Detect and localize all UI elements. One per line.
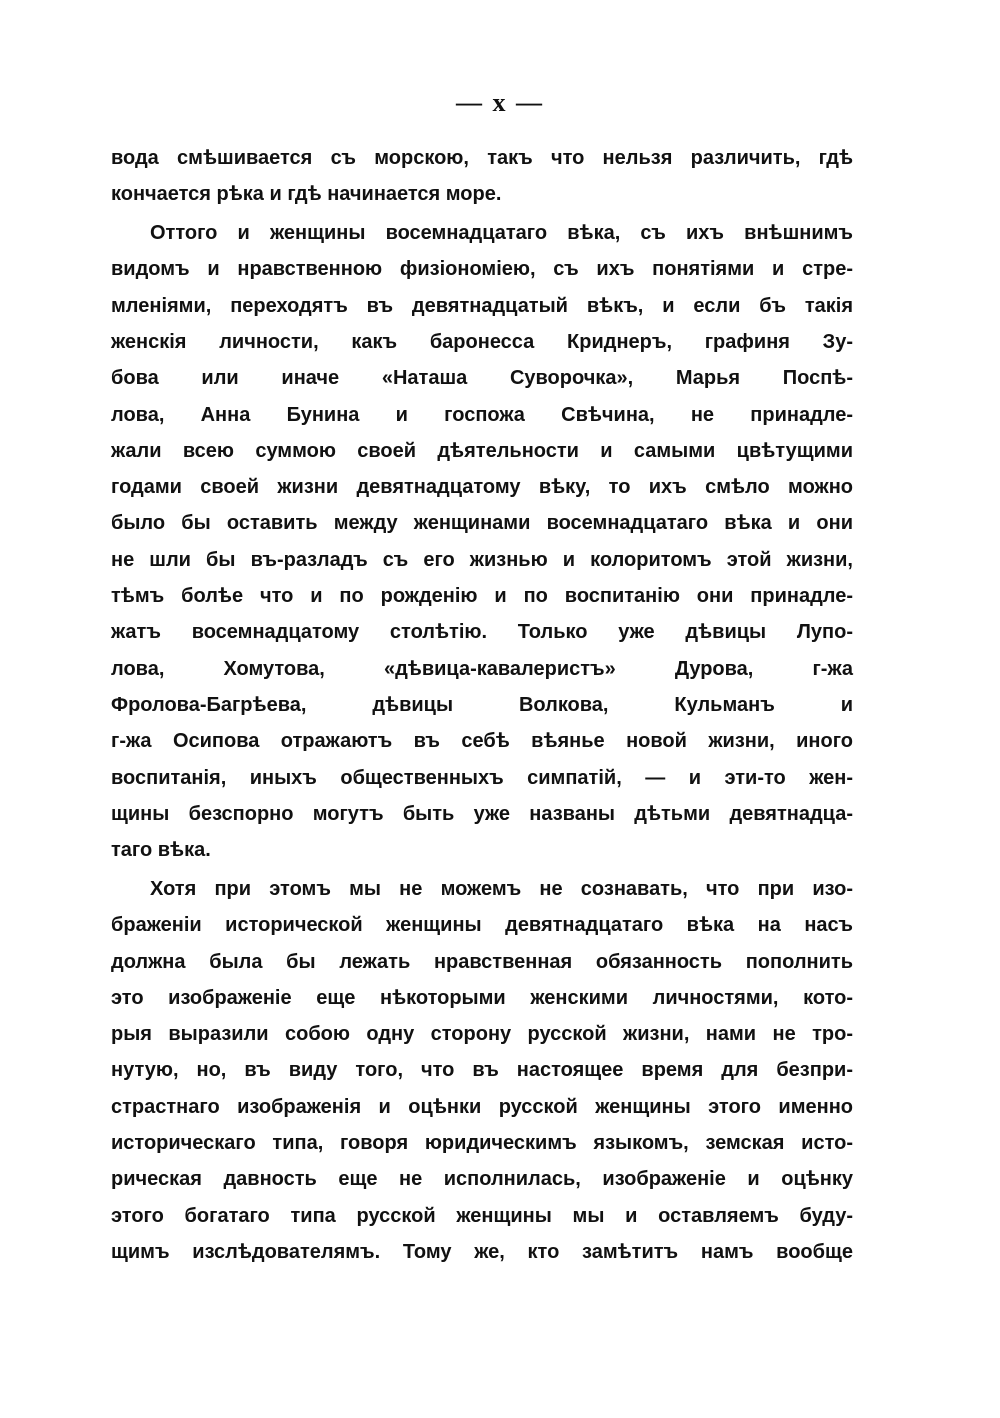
text-line: браженіи исторической женщины девятнадцатаго вѣка на насъ bbox=[111, 914, 853, 937]
text-line: лова, Хомутова, «дѣвица-кавалеристъ» Дурова, г-жа bbox=[111, 657, 853, 680]
text-line: было бы оставить между женщинами восемнадцатаго вѣка и они bbox=[111, 512, 853, 535]
text-line: Оттого и женщины восемнадцатаго вѣка, съ ихъ внѣшнимъ bbox=[150, 222, 853, 245]
text-line: рическая давность еще не исполнилась, изображеніе и оцѣнку bbox=[111, 1168, 853, 1191]
text-line: рыя выразили собою одну сторону русской жизни, нами не тро- bbox=[111, 1023, 853, 1046]
text-line: годами своей жизни девятнадцатому вѣку, то ихъ смѣло можно bbox=[111, 476, 853, 499]
text-line: Фролова-Багрѣева, дѣвицы Волкова, Кульманъ и bbox=[111, 693, 853, 716]
text-line: историческаго типа, говоря юридическимъ языкомъ, земская исто- bbox=[111, 1132, 853, 1155]
text-line: нутую, но, въ виду того, что въ настоящее время для безпри- bbox=[111, 1059, 853, 1082]
text-line: щины безспорно могутъ быть уже названы дѣтьми девятнадца- bbox=[111, 802, 853, 825]
text-line: таго вѣка. bbox=[111, 839, 211, 862]
text-line: тѣмъ болѣе что и по рожденію и по воспитанію они принадле- bbox=[111, 585, 853, 608]
text-line: женскія личности, какъ баронесса Криднеръ, графиня Зу- bbox=[111, 330, 853, 353]
text-line: видомъ и нравственною физіономіею, съ ихъ понятіями и стре- bbox=[111, 258, 853, 281]
text-line: воспитанія, иныхъ общественныхъ симпатій, — и эти-то жен- bbox=[111, 766, 853, 789]
paragraph-1 bbox=[111, 140, 853, 213]
text-line: кончается рѣка и гдѣ начинается море. bbox=[111, 183, 502, 206]
text-line: бова или иначе «Наташа Суворочка», Марья Поспѣ- bbox=[111, 367, 853, 390]
paragraph-3 bbox=[111, 871, 853, 1270]
text-line: Хотя при этомъ мы не можемъ не сознавать, что при изо- bbox=[150, 877, 853, 900]
text-line: страстнаго изображенія и оцѣнки русской женщины этого именно bbox=[111, 1095, 853, 1118]
paragraph-2 bbox=[111, 215, 853, 868]
text-line: щимъ изслѣдователямъ. Тому же, кто замѣтитъ намъ вообще bbox=[111, 1240, 853, 1263]
page-number: — x — bbox=[456, 88, 544, 117]
text-line: лова, Анна Бунина и госпожа Свѣчина, не принадле- bbox=[111, 403, 853, 426]
text-line: этого богатаго типа русской женщины мы и оставляемъ буду- bbox=[111, 1204, 853, 1227]
text-line: должна была бы лежать нравственная обязанность пополнить bbox=[111, 950, 853, 973]
body-text bbox=[111, 140, 853, 1270]
text-line: г-жа Осипова отражаютъ въ себѣ вѣянье новой жизни, иного bbox=[111, 730, 853, 753]
text-line: вода смѣшивается съ морскою, такъ что нельзя различить, гдѣ bbox=[111, 147, 853, 169]
text-line: жали всею суммою своей дѣятельности и самыми цвѣтущими bbox=[111, 439, 853, 462]
text-line: это изображеніе еще нѣкоторыми женскими личностями, кото- bbox=[111, 986, 853, 1009]
text-line: не шли бы въ-разладъ съ его жизнью и колоритомъ этой жизни, bbox=[111, 548, 853, 571]
text-line: мленіями, переходятъ въ девятнадцатый вѣкъ, и если бъ такія bbox=[111, 294, 853, 317]
text-line: жатъ восемнадцатому столѣтію. Только уже дѣвицы Лупо- bbox=[111, 621, 853, 644]
